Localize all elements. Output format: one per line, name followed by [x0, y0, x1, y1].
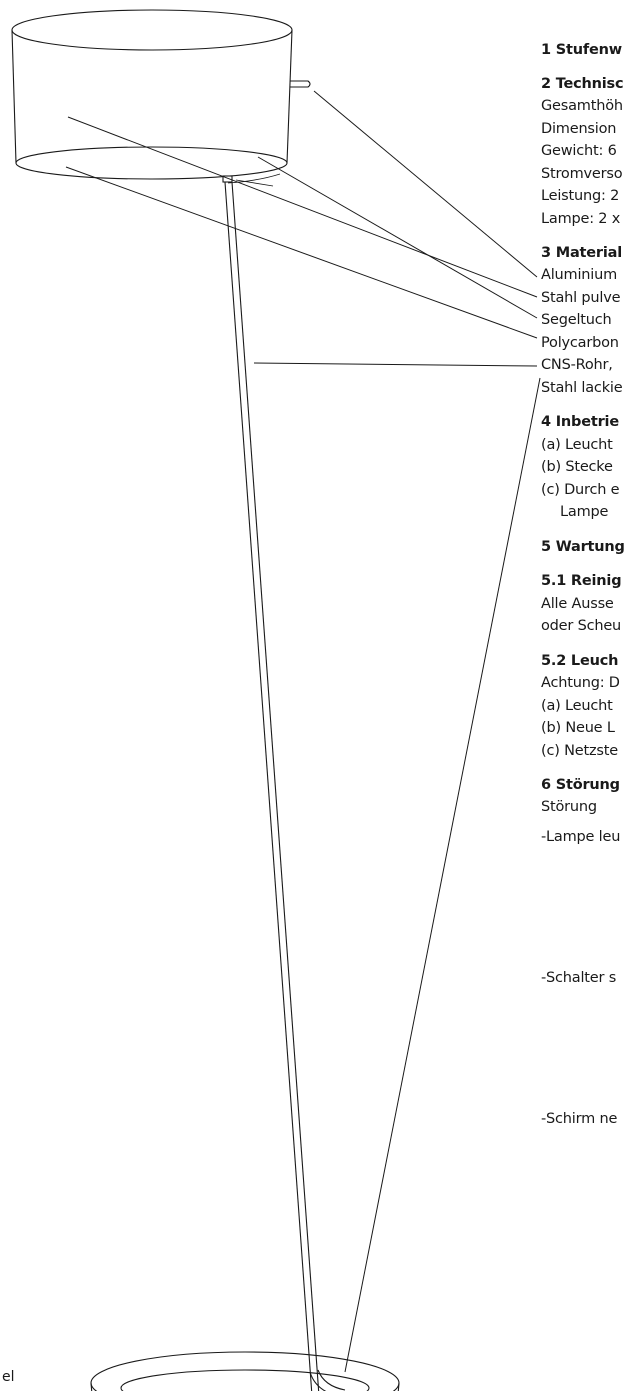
fault-lamp-not-lit: -Lampe leu — [541, 829, 621, 845]
lamp-base — [91, 1352, 399, 1391]
section-5-heading: 5 Wartung — [541, 539, 625, 555]
material-line-steel-lacquered: Stahl lackie — [541, 380, 623, 396]
tech-line-lamp: Lampe: 2 x — [541, 211, 621, 227]
tech-line-weight: Gewicht: 6 — [541, 143, 617, 159]
section-6-heading: 6 Störung — [541, 777, 620, 793]
section-3-heading: 3 Material — [541, 245, 622, 261]
tech-line-power-supply: Stromverso — [541, 166, 623, 182]
tech-line-dimension: Dimension — [541, 121, 617, 137]
fault-column-header: Störung — [541, 799, 597, 815]
startup-step-a: (a) Leucht — [541, 437, 613, 453]
bulb-change-step-a: (a) Leucht — [541, 698, 613, 714]
material-line-sailcloth: Segeltuch — [541, 312, 612, 328]
bulb-change-step-c: (c) Netzste — [541, 743, 618, 759]
startup-step-b: (b) Stecke — [541, 459, 613, 475]
bulb-change-warning: Achtung: D — [541, 675, 620, 691]
tech-line-height: Gesamthöh — [541, 98, 623, 114]
section-4-heading: 4 Inbetrie — [541, 414, 619, 430]
material-line-aluminium: Aluminium — [541, 267, 618, 283]
startup-step-c: (c) Durch e — [541, 482, 620, 498]
fault-shade: -Schirm ne — [541, 1111, 618, 1127]
material-line-cns-tube: CNS-Rohr, — [541, 357, 613, 373]
material-line-polycarbonate: Polycarbon — [541, 335, 619, 351]
tech-line-wattage: Leistung: 2 — [541, 188, 620, 204]
fault-switch: -Schalter s — [541, 970, 617, 986]
corner-text-fragment: el — [2, 1369, 15, 1385]
section-1-heading: 1 Stufenw — [541, 42, 622, 58]
startup-step-c-continued: Lampe — [560, 504, 609, 520]
material-line-steel-powder: Stahl pulve — [541, 290, 621, 306]
section-5-1-heading: 5.1 Reinig — [541, 573, 622, 589]
cleaning-line-1: Alle Ausse — [541, 596, 614, 612]
section-2-heading: 2 Technisc — [541, 76, 624, 92]
cleaning-line-2: oder Scheu — [541, 618, 622, 634]
section-5-2-heading: 5.2 Leuch — [541, 653, 619, 669]
lamp-shade — [12, 10, 310, 186]
bulb-change-step-b: (b) Neue L — [541, 720, 615, 736]
